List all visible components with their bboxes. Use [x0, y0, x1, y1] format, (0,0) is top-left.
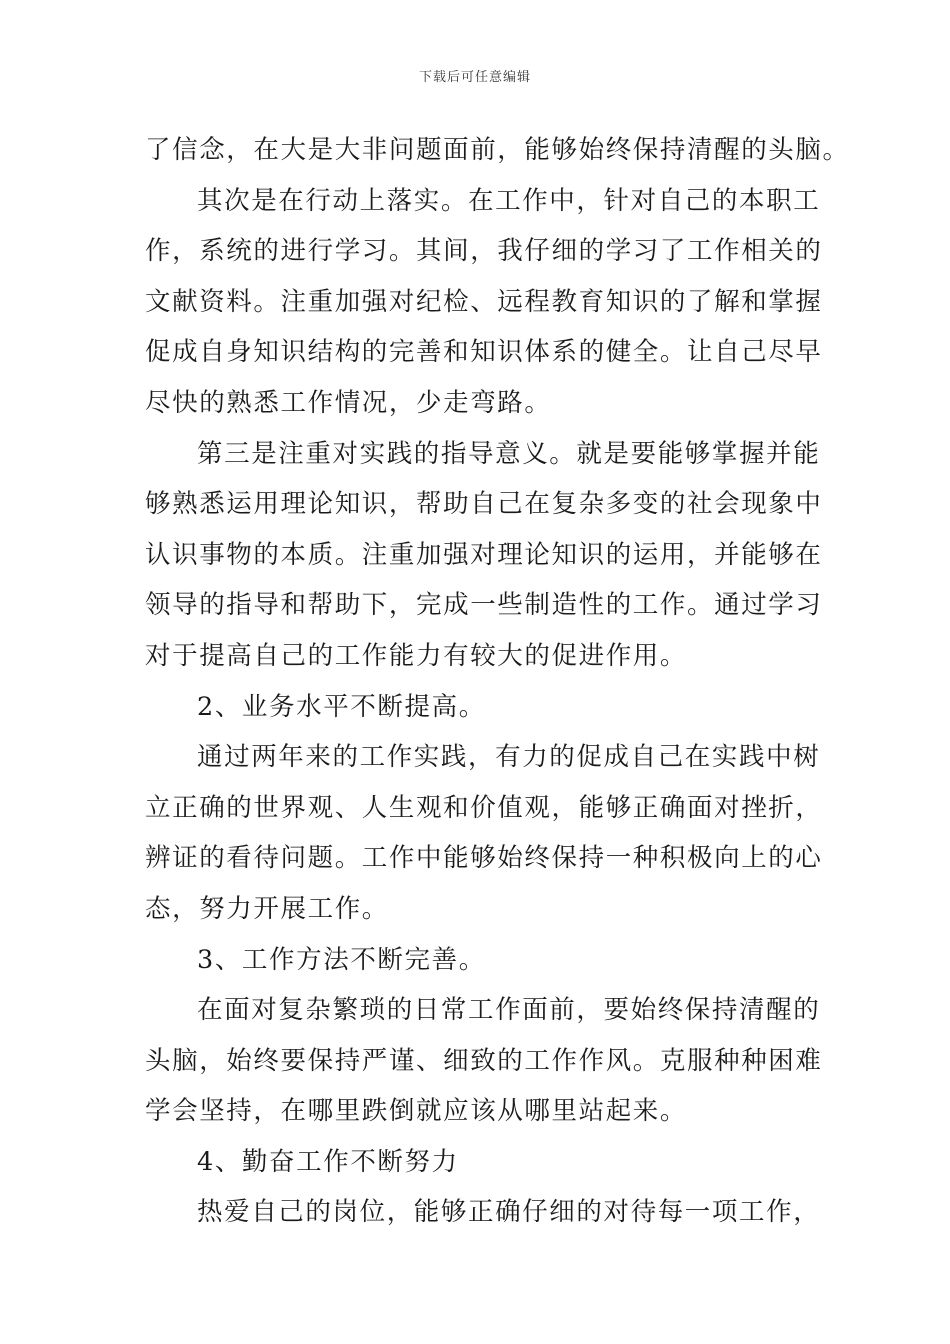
text-line-19: 头脑，始终要保持严谨、细致的工作作风。克服种种困难 — [145, 1045, 823, 1076]
text-line-9: 认识事物的本质。注重加强对理论知识的运用，并能够在 — [145, 539, 823, 570]
page-header: 下载后可任意编辑 — [418, 70, 531, 85]
text-line-22: 热爱自己的岗位，能够正确仔细的对待每一项工作， — [197, 1197, 821, 1228]
text-line-5: 促成自身知识结构的完善和知识体系的健全。让自己尽早 — [145, 337, 823, 368]
text-line-7: 第三是注重对实践的指导意义。就是要能够掌握并能 — [197, 438, 821, 469]
text-line-16: 态，努力开展工作。 — [145, 893, 389, 924]
text-line-15: 辨证的看待问题。工作中能够始终保持一种积极向上的心 — [145, 843, 823, 874]
section-heading-3: 3、工作方法不断完善。 — [197, 944, 486, 975]
text-line-2: 其次是在行动上落实。在工作中，针对自己的本职工 — [197, 185, 821, 216]
document-body — [145, 125, 850, 1238]
text-line-6: 尽快的熟悉工作情况，少走弯路。 — [145, 387, 552, 418]
text-line-4: 文献资料。注重加强对纪检、远程教育知识的了解和掌握 — [145, 286, 823, 317]
section-heading-4: 4、勤奋工作不断努力 — [197, 1146, 459, 1177]
text-line-8: 够熟悉运用理论知识，帮助自己在复杂多变的社会现象中 — [145, 489, 823, 520]
text-line-10: 领导的指导和帮助下，完成一些制造性的工作。通过学习 — [145, 590, 823, 621]
text-line-18: 在面对复杂繁琐的日常工作面前，要始终保持清醒的 — [197, 995, 821, 1026]
text-line-1: 了信念，在大是大非问题面前，能够始终保持清醒的头脑。 — [145, 135, 850, 165]
text-line-11: 对于提高自己的工作能力有较大的促进作用。 — [145, 640, 688, 671]
section-heading-2: 2、业务水平不断提高。 — [197, 691, 486, 722]
text-line-13: 通过两年来的工作实践，有力的促成自己在实践中树 — [197, 742, 821, 773]
text-line-20: 学会坚持，在哪里跌倒就应该从哪里站起来。 — [145, 1096, 688, 1127]
text-line-14: 立正确的世界观、人生观和价值观，能够正确面对挫折， — [145, 792, 823, 823]
text-line-3: 作，系统的进行学习。其间，我仔细的学习了工作相关的 — [145, 236, 823, 267]
